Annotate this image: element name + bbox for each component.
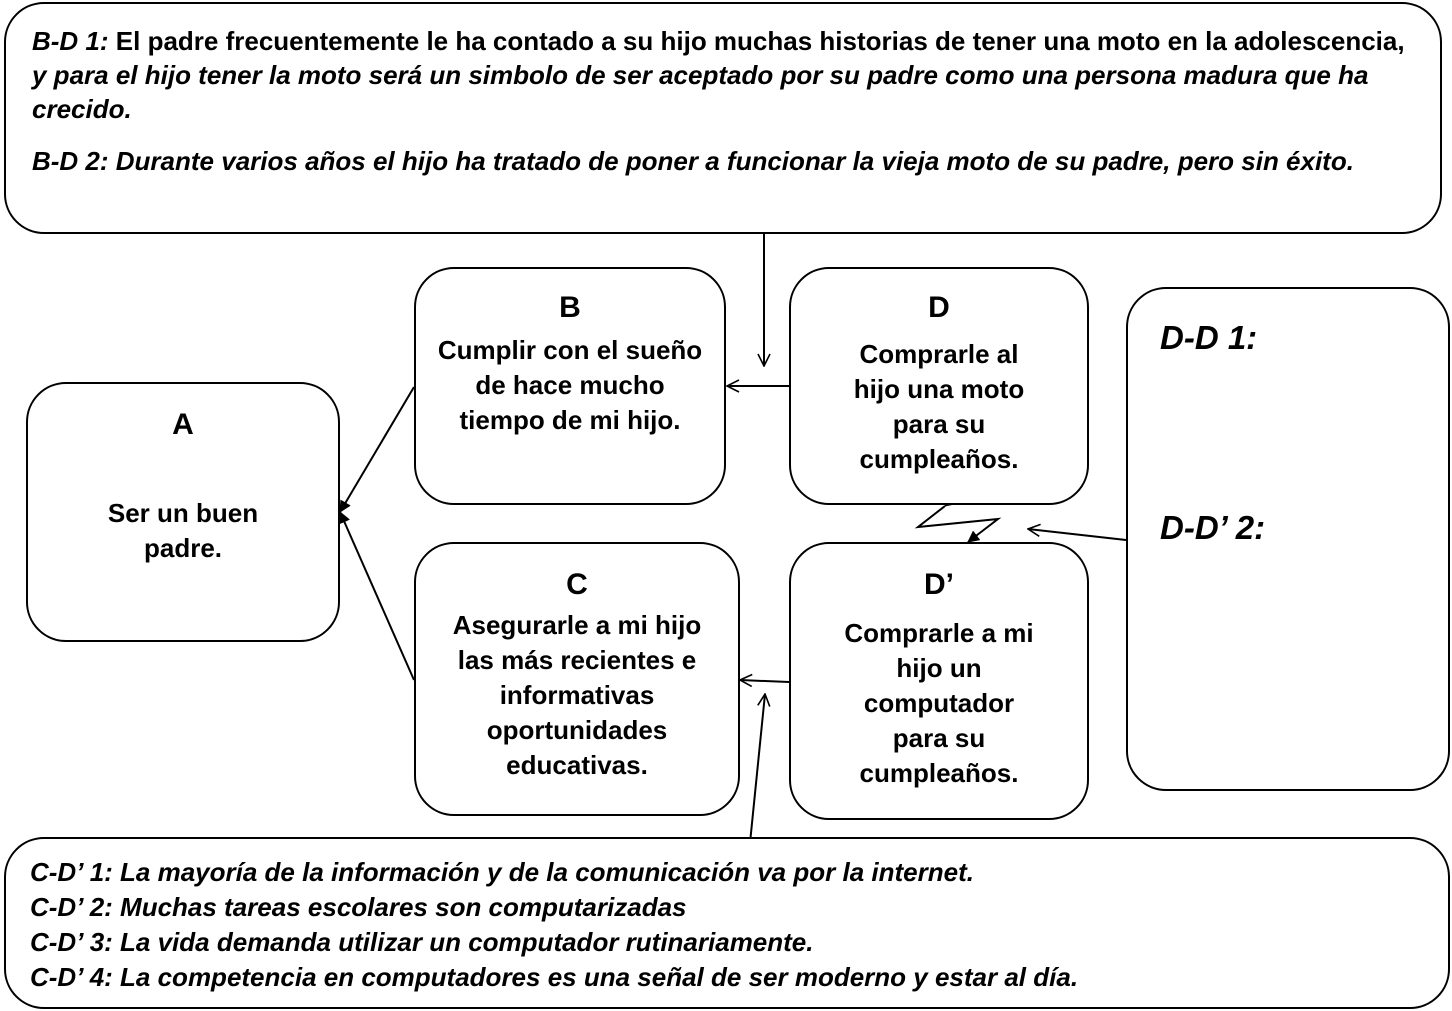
dd-2-label: D-D’ 2: bbox=[1160, 509, 1266, 546]
node-d bbox=[789, 267, 1089, 505]
node-b bbox=[414, 267, 726, 505]
cd-2-text: C-D’ 2: Muchas tareas escolares son computarizadas bbox=[30, 892, 687, 922]
bd-assumption-2 bbox=[32, 144, 1414, 178]
node-c-text: Asegurarle a mi hijo las más recientes e informativas oportunidades educativas. bbox=[452, 610, 702, 780]
node-c-letter: C bbox=[566, 568, 588, 601]
arrow-c-to-a bbox=[340, 512, 414, 680]
bd-1-label: B-D 1: bbox=[32, 26, 109, 56]
bd-1-text-italic: y para el hijo tener la moto será un simbolo de ser aceptado por su padre como una persona madura que ha crecido. bbox=[32, 60, 1369, 124]
cd-3-text: C-D’ 3: La vida demanda utilizar un computador rutinariamente. bbox=[30, 927, 814, 957]
bd-assumption-1 bbox=[32, 24, 1414, 126]
node-b-letter: B bbox=[559, 291, 581, 324]
node-c bbox=[414, 542, 740, 816]
node-d-text: Comprarle al hijo una moto para su cumpleaños. bbox=[853, 339, 1025, 474]
arrow-dprime-to-c bbox=[740, 680, 789, 682]
node-a bbox=[26, 382, 340, 642]
node-d-letter: D bbox=[928, 291, 950, 324]
bd-assumptions-box bbox=[4, 2, 1442, 234]
node-d-prime bbox=[789, 542, 1089, 820]
node-d-prime-letter: D’ bbox=[924, 568, 954, 601]
cd-assumptions-box bbox=[4, 837, 1450, 1009]
bd-1-text: El padre frecuentemente le ha contado a su hijo muchas historias de tener una moto en la adolescencia, bbox=[108, 26, 1405, 56]
node-d-prime-text: Comprarle a mi hijo un computador para su cumpleaños. bbox=[844, 618, 1034, 788]
bd-2-text: B-D 2: Durante varios años el hijo ha tratado de poner a funcionar la vieja moto de su padre, pero sin éxito. bbox=[32, 146, 1354, 176]
dd-assumptions-box bbox=[1126, 287, 1450, 791]
arrow-dd-to-conflict bbox=[1028, 529, 1126, 540]
arrow-cd-to-cd-link bbox=[750, 694, 765, 843]
node-a-letter: A bbox=[172, 408, 194, 441]
arrow-b-to-a bbox=[340, 387, 414, 512]
conflict-lightning-arrow bbox=[918, 506, 998, 542]
dd-1-label: D-D 1: bbox=[1160, 319, 1258, 356]
cd-4-text: C-D’ 4: La competencia en computadores es una señal de ser moderno y estar al día. bbox=[30, 962, 1079, 992]
cd-1-text: C-D’ 1: La mayoría de la información y de la comunicación va por la internet. bbox=[30, 857, 974, 887]
node-a-text: Ser un buen padre. bbox=[107, 498, 259, 563]
node-b-text: Cumplir con el sueño de hace mucho tiempo de mi hijo. bbox=[437, 335, 703, 435]
